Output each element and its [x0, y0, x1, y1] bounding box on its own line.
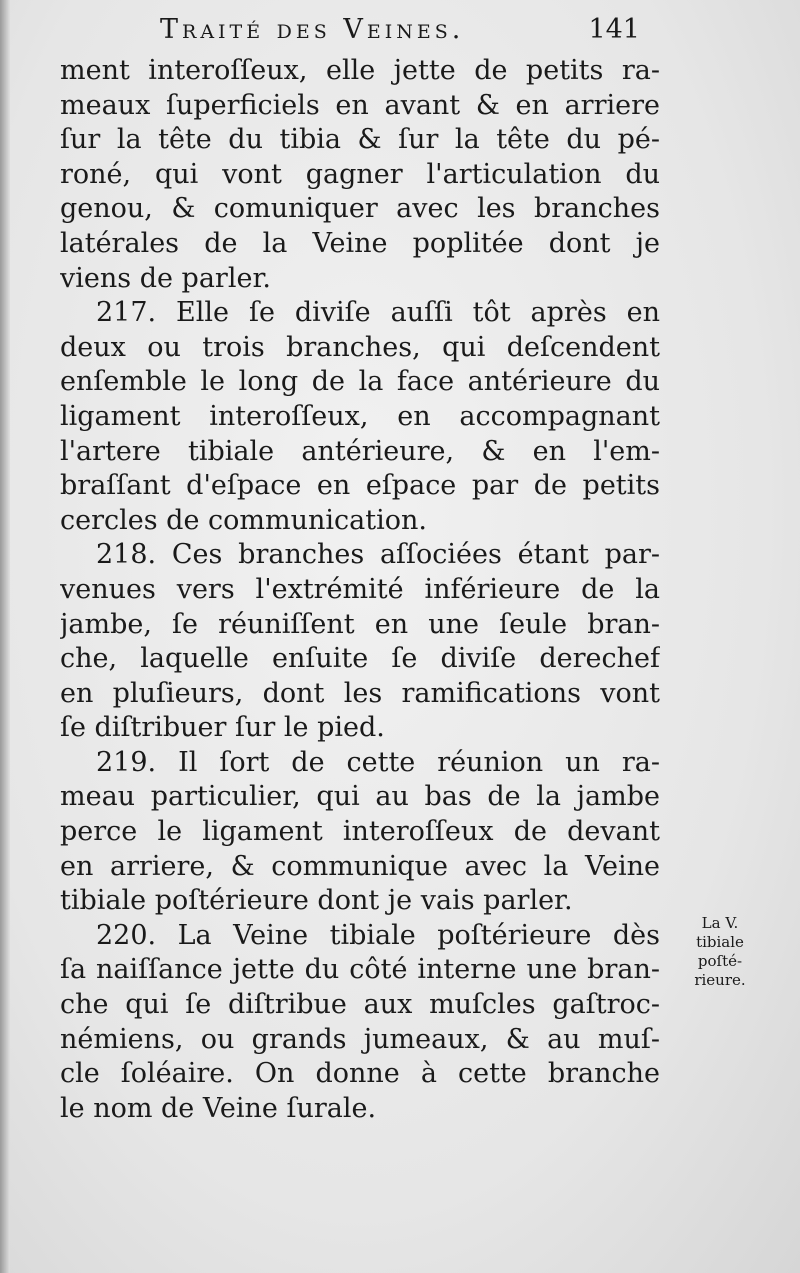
body-text	[60, 54, 660, 1126]
text-line: le nom de Veine ſurale.	[60, 1092, 377, 1124]
margin-note	[665, 914, 775, 990]
page-gutter-shadow	[0, 0, 10, 1273]
text-line: venues vers l'extrémité inférieure de la	[60, 573, 660, 605]
text-line: meau particulier, qui au bas de la jambe	[60, 781, 660, 813]
text-line: l'artere tibiale antérieure, & en l'em-	[60, 435, 660, 467]
text-line: braſſant d'eſpace en eſpace par de petits	[60, 470, 660, 502]
text-line: deux ou trois branches, qui deſcendent	[60, 331, 660, 363]
text-line: perce le ligament interoſſeux de devant	[60, 816, 660, 848]
text-line: en pluſieurs, dont les ramifications vont	[60, 677, 660, 709]
running-header	[60, 14, 640, 54]
text-line: meaux ſuperficiels en avant & en arriere	[60, 89, 660, 121]
paragraph-218-start: 218. Ces branches aſſociées étant par-	[96, 539, 660, 571]
text-line: en arriere, & communique avec la Veine	[60, 850, 660, 882]
text-line: ligament interoſſeux, en accompagnant	[60, 400, 660, 432]
text-line: che qui ſe diſtribue aux muſcles gaſtroc-	[60, 989, 660, 1021]
text-line: ment interoſſeux, elle jette de petits ra-	[60, 55, 660, 86]
margin-note-line: La V.	[701, 914, 739, 932]
text-line: ſe diſtribuer ſur le pied.	[60, 712, 385, 744]
text-line: ſa naiſſance jette du côté interne une bran-	[60, 954, 660, 986]
text-line: genou, & comuniquer avec les branches	[60, 193, 660, 225]
paragraph-217-start: 217. Elle ſe diviſe auſſi tôt après en	[96, 297, 660, 329]
page-number: 141	[588, 14, 640, 45]
text-line: viens de parler.	[60, 262, 271, 294]
text-line: ſur la tête du tibia & ſur la tête du pé-	[60, 124, 660, 156]
text-line: cercles de communication.	[60, 504, 427, 536]
text-line: roné, qui vont gagner l'articulation du	[60, 158, 660, 190]
text-line: jambe, ſe réuniſſent en une ſeule bran-	[60, 608, 660, 640]
running-title: Traité des Veines.	[160, 14, 465, 45]
margin-note-line: tibiale	[696, 933, 744, 951]
margin-note-line: rieure.	[694, 971, 746, 989]
text-line: latérales de la Veine poplitée dont je	[60, 227, 660, 259]
text-line: cle ſoléaire. On donne à cette branche	[60, 1058, 660, 1090]
text-line: némiens, ou grands jumeaux, & au muſ-	[60, 1023, 660, 1055]
margin-note-line: poſté-	[697, 952, 743, 970]
paragraph-219-start: 219. Il ſort de cette réunion un ra-	[96, 746, 660, 778]
paragraph-220-start: 220. La Veine tibiale poſtérieure dès	[96, 919, 660, 951]
text-line: che, laquelle enſuite ſe diviſe derechef	[60, 643, 660, 675]
text-line: enſemble le long de la face antérieure du	[60, 366, 660, 398]
text-line: tibiale poſtérieure dont je vais parler.	[60, 885, 573, 917]
